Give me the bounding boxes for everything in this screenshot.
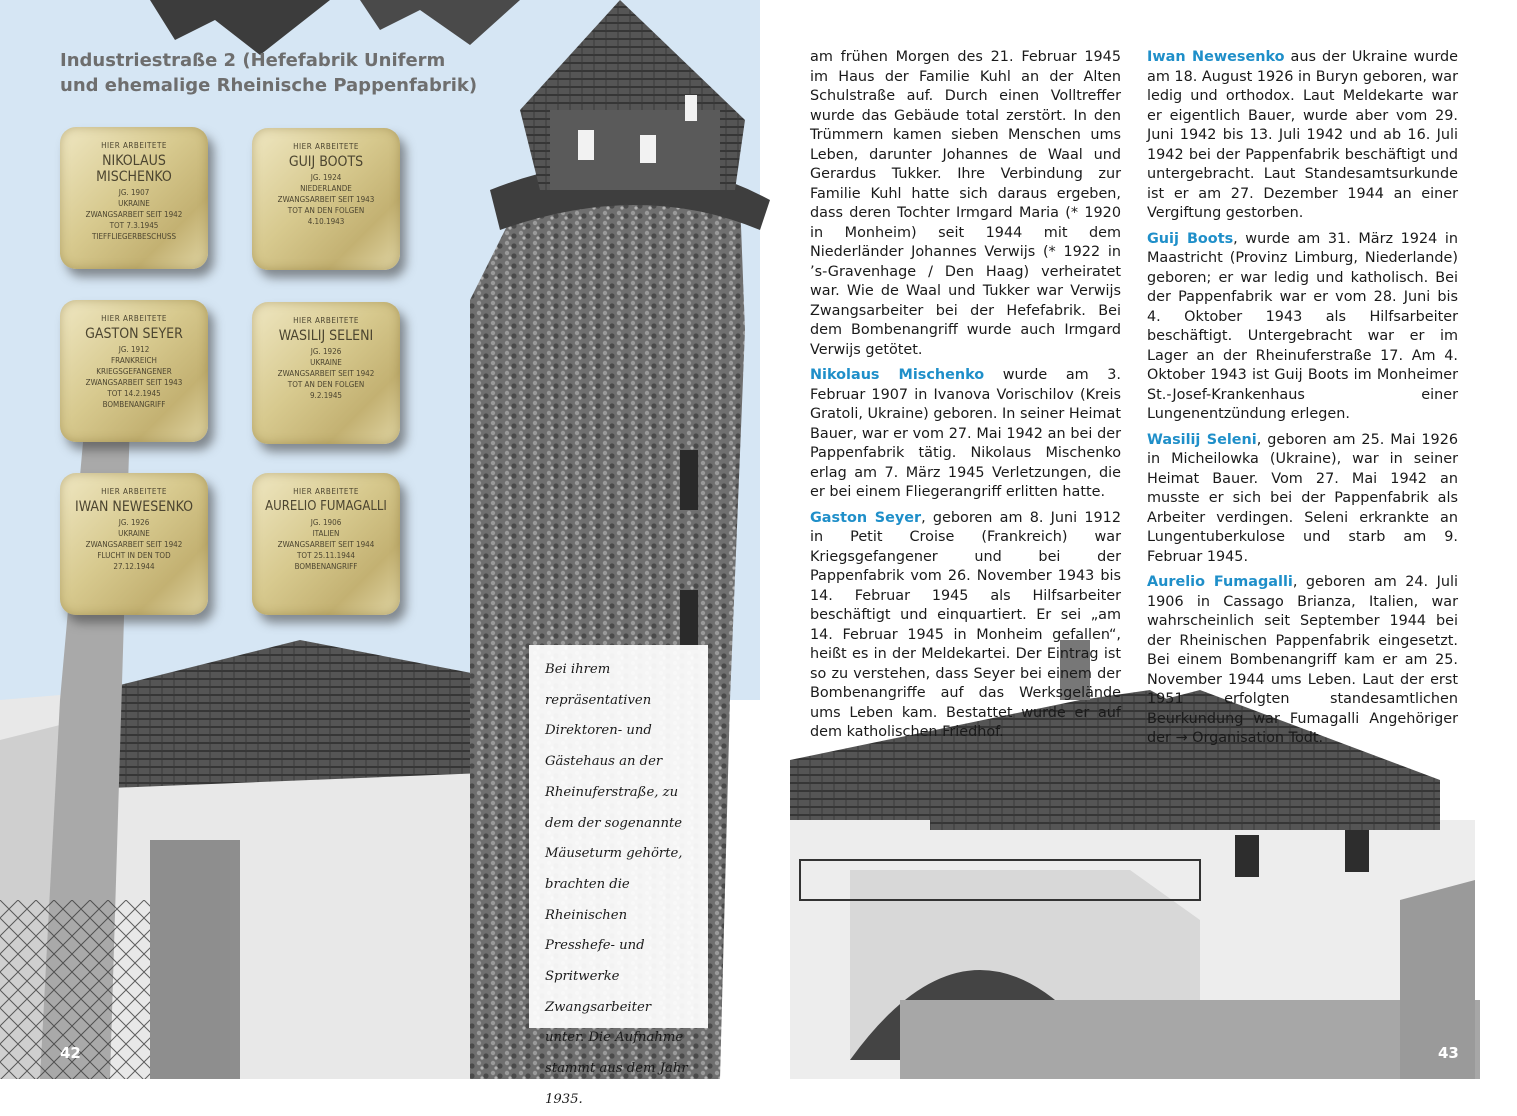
stone-line: BOMBENANGRIFF — [294, 562, 358, 571]
person-name: Wasilij Seleni — [1147, 431, 1257, 448]
person-name: Aurelio Fumagalli — [1147, 574, 1293, 590]
stone-line: TIEFFLIEGERBESCHUSS — [91, 232, 177, 241]
person-name: Guij Boots — [1147, 230, 1234, 247]
paragraph — [810, 509, 1121, 743]
text-column-middle — [810, 48, 1121, 749]
text-column-right — [1147, 48, 1458, 755]
stone-line: TOT 7.3.1945 — [109, 221, 159, 230]
stolperstein-boots — [252, 128, 400, 270]
paragraph — [1147, 48, 1458, 224]
stone-line: JG. 1926 — [310, 347, 342, 356]
stone-line: 4.10.1943 — [307, 217, 345, 226]
stone-header: HIER ARBEITETE — [293, 487, 359, 496]
stolperstein-fumagalli — [252, 473, 400, 615]
paragraph — [810, 366, 1121, 503]
stolperstein-mischenko — [60, 127, 208, 269]
stone-name: WASILIJ SELENI — [278, 328, 374, 344]
stone-line: 27.12.1944 — [113, 562, 155, 571]
stone-line: TOT AN DEN FOLGEN — [287, 380, 365, 389]
paragraph-text: wurde am 3. Februar 1907 in Ivanova Vorischilov (Kreis Gratoli, Ukraine) geboren. In seiner Heimat Bauer, war er vom 27. Mai 1942 an bei der Pappenfabrik tätig. Nikolaus Mischenko erlag am 7. März 1945 Verletzungen, die er bei einem Fliegerangriff erlitten hatte. — [810, 367, 1121, 500]
stone-header: HIER ARBEITETE — [293, 316, 359, 325]
stolperstein-seleni — [252, 302, 400, 444]
page-number-left: 42 — [60, 1044, 81, 1062]
stone-line: ZWANGSARBEIT SEIT 1942 — [85, 210, 183, 219]
paragraph — [1147, 431, 1458, 568]
paragraph-text: , geboren am 24. Juli 1906 in Cassago Brianza, Italien, war wahrscheinlich seit September 1944 bei der Rheinischen Pappenfabrik eingesetzt. Bei einem Bombenangriff kam er am 25. November 1944 ums Leben. Laut der erst 1951 erfolgten standesamtlichen Beurkundung war Fumagalli Angehöriger der → Organisation Todt. — [1147, 574, 1458, 746]
stolperstein-newesenko — [60, 473, 208, 615]
paragraph — [1147, 573, 1458, 749]
paragraph-text: , geboren am 8. Juni 1912 in Petit Croise (Frankreich) war Kriegsgefangener und bei der Pappenfabrik vom 26. November 1943 bis 14. Februar 1945 als Hilfsarbeiter beschäftigt und einquartiert. Er sei „am 14. Februar 1945 in Monheim gefallen“, heißt es in der Meldekartei. Der Eintrag ist so zu verstehen, dass Seyer bei einem der Bombenangriffe auf das Werksgelände ums Leben kam. Bestattet wurde er auf dem katholischen Friedhof. — [810, 509, 1121, 740]
stone-line: ZWANGSARBEIT SEIT 1943 — [277, 195, 375, 204]
section-title — [60, 48, 477, 98]
stone-line: JG. 1924 — [310, 173, 342, 182]
person-name: Gaston Seyer — [810, 509, 922, 526]
stone-line: JG. 1907 — [118, 188, 150, 197]
stone-header: HIER ARBEITETE — [101, 141, 167, 150]
stone-line: JG. 1926 — [118, 518, 150, 527]
stone-line: TOT 25.11.1944 — [297, 551, 355, 560]
stone-line: TOT 14.2.1945 — [107, 389, 161, 398]
paragraph-text: aus der Ukraine wurde am 18. August 1926 in Buryn geboren, war ledig und orthodox. Laut Meldekarte war er eigentlich Bauer, wurde aber vom 29. Juni 1942 bis 13. Juli 1942 und ab 16. Juli 1942 bei der Pappenfabrik beschäftigt und untergebracht. Laut Standesamtsurkunde ist er am 27. Dezember 1944 an einer Vergiftung gestorben. — [1147, 49, 1458, 221]
stone-name: NIKOLAUS — [102, 153, 166, 169]
stone-line: BOMBENANGRIFF — [102, 400, 166, 409]
paragraph — [1147, 230, 1458, 425]
stone-header: HIER ARBEITETE — [101, 314, 167, 323]
stone-header: HIER ARBEITETE — [293, 142, 359, 151]
stone-line: FRANKREICH — [111, 356, 157, 365]
title-line-2: und ehemalige Rheinische Pappenfabrik) — [60, 75, 478, 96]
stone-line: JG. 1912 — [118, 345, 150, 354]
title-line-1: Industriestraße 2 (Hefefabrik Uniferm — [60, 50, 446, 71]
stone-line: ZWANGSARBEIT SEIT 1944 — [277, 540, 375, 549]
stone-line: KRIEGSGEFANGENER — [96, 367, 172, 376]
stone-line: UKRAINE — [118, 529, 150, 538]
stone-name: GUIJ BOOTS — [288, 154, 364, 170]
stone-name: GASTON SEYER — [85, 326, 183, 342]
person-name: Nikolaus Mischenko — [810, 367, 985, 383]
stone-name-2: MISCHENKO — [96, 169, 172, 185]
stone-header: HIER ARBEITETE — [101, 487, 167, 496]
stone-line: ZWANGSARBEIT SEIT 1943 — [85, 378, 183, 387]
paragraph: am frühen Morgen des 21. Februar 1945 im Haus der Familie Kuhl an der Alten Schulstraße auf. Durch einen Volltreffer wurde das Gebäude total zerstört. In den Trümmern kamen sieben Menschen ums Leben, darunter Johannes de Waal und Gerardus Tukker. Ihre Verbindung zur Familie Kuhl hatte sich daraus ergeben, dass deren Tochter Irmgard Maria (* 1920 in Monheim) seit 1944 mit dem Niederländer Johannes Verwijs (* 1922 in ’s-Gravenhage / Den Haag) verheiratet war. Wie de Waal und Tukker war Verwijs Zwangsarbeiter bei der Hefefabrik. Bei dem Bombenangriff wurde auch Irmgard Verwijs getötet. — [810, 49, 1121, 358]
stone-line: TOT AN DEN FOLGEN — [287, 206, 365, 215]
stone-name: AURELIO FUMAGALLI — [265, 499, 387, 514]
stone-line: ITALIEN — [312, 529, 340, 538]
stone-line: UKRAINE — [310, 358, 342, 367]
stolperstein-seyer — [60, 300, 208, 442]
stone-line: FLUCHT IN DEN TOD — [97, 551, 171, 560]
stone-line: NIEDERLANDE — [300, 184, 352, 193]
paragraph-text: , geboren am 25. Mai 1926 in Micheilowka (Ukraine), war in seiner Heimat Bauer. Vom 27. Mai 1942 an musste er sich bei der Pappenfabrik als Arbeiter verdingen. Seleni erkrankte an Lungentuberkulose und starb am 9. Februar 1945. — [1147, 431, 1459, 565]
stone-line: ZWANGSARBEIT SEIT 1942 — [277, 369, 375, 378]
stone-line: UKRAINE — [118, 199, 150, 208]
stone-line: JG. 1906 — [310, 518, 342, 527]
person-name: Iwan Newesenko — [1147, 49, 1285, 65]
photo-caption: Bei ihrem repräsentativen Direktoren- und Gästehaus an der Rheinuferstraße, zu dem der sogenannte Mäuseturm gehörte, brachten die Rheinischen Presshefe- und Spritwerke Zwangsarbeiter unter. Die Aufnahme stammt aus dem Jahr 1935. — [529, 645, 708, 1028]
paragraph-text: , wurde am 31. März 1924 in Maastricht (Provinz Limburg, Niederlande) geboren; er war ledig und katholisch. Bei der Pappenfabrik war er vom 28. Juni bis 4. Oktober 1943 als Hilfsarbeiter beschäftigt. Untergebracht war er im Lager an der Rheinuferstraße 17. Am 4. Oktober 1943 ist Guij Boots im Monheimer St.-Josef-Krankenhaus einer Lungenentzündung erlegen. — [1147, 230, 1458, 422]
stone-line: 9.2.1945 — [309, 391, 343, 400]
stone-name: IWAN NEWESENKO — [74, 499, 193, 515]
stone-line: ZWANGSARBEIT SEIT 1942 — [85, 540, 183, 549]
page-number-right: 43 — [1438, 1044, 1459, 1062]
